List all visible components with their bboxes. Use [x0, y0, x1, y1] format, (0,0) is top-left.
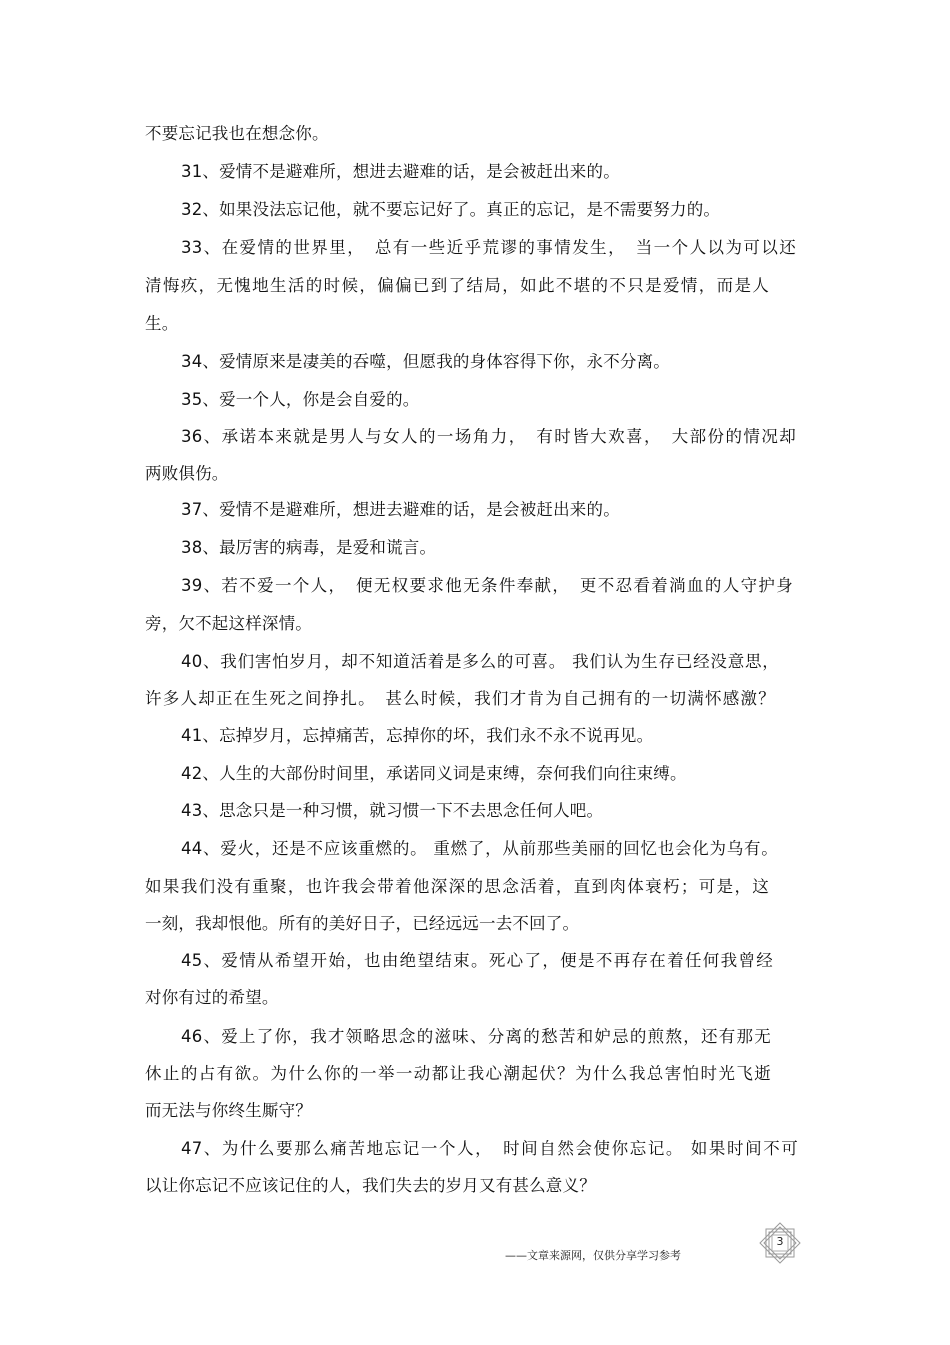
- text-line: 40、我们害怕岁月，却不知道活着是多么的可喜。 我们认为生存已经没意思，: [181, 652, 779, 671]
- footer-source-text: ——文章来源网，仅供分享学习参考: [505, 1249, 681, 1262]
- page-number: 3: [776, 1235, 784, 1248]
- text-line: 36、承诺本来就是男人与女人的一场角力， 有时皆大欢喜， 大部份的情况却: [181, 427, 796, 446]
- text-line: 清悔疚，无愧地生活的时候，偏偏已到了结局，如此不堪的不只是爱情，而是人: [145, 276, 769, 295]
- text-line: 42、人生的大部份时间里，承诺同义词是束缚，奈何我们向往束缚。: [181, 764, 687, 783]
- text-line: 不要忘记我也在想念你。: [145, 124, 329, 143]
- text-line: 31、爱情不是避难所，想进去避难的话，是会被赶出来的。: [181, 162, 620, 181]
- text-line: 对你有过的希望。: [145, 988, 279, 1007]
- text-line: 38、最厉害的病毒，是爱和谎言。: [181, 538, 437, 557]
- text-line: 休止的占有欲。为什么你的一举一动都让我心潮起伏？为什么我总害怕时光飞逝: [145, 1064, 771, 1083]
- text-line: 而无法与你终生厮守？: [145, 1101, 312, 1120]
- text-line: 旁，欠不起这样深情。: [145, 614, 312, 633]
- text-line: 45、爱情从希望开始，也由绝望结束。死心了，便是不再存在着任何我曾经: [181, 951, 773, 970]
- page-number-badge: [757, 1222, 803, 1264]
- text-line: 如果我们没有重聚，也许我会带着他深深的思念活着，直到肉体衰朽；可是，这: [145, 877, 769, 896]
- text-line: 39、若不爱一个人， 便无权要求他无条件奉献， 更不忍看着淌血的人守护身: [181, 576, 793, 595]
- text-line: 33、在爱情的世界里， 总有一些近乎荒谬的事情发生， 当一个人以为可以还: [181, 238, 796, 257]
- text-line: 35、爱一个人，你是会自爱的。: [181, 390, 420, 409]
- text-line: 43、思念只是一种习惯，就习惯一下不去思念任何人吧。: [181, 801, 604, 820]
- text-line: 47、为什么要那么痛苦地忘记一个人， 时间自然会使你忘记。 如果时间不可: [181, 1139, 798, 1158]
- text-line: 34、爱情原来是凄美的吞噬，但愿我的身体容得下你，永不分离。: [181, 352, 670, 371]
- text-line: 46、爱上了你，我才领略思念的滋味、分离的愁苦和妒忌的煎熬，还有那无: [181, 1027, 771, 1046]
- text-line: 一刻，我却恨他。所有的美好日子，已经远远一去不回了。: [145, 914, 580, 933]
- text-line: 生。: [145, 314, 179, 333]
- text-line: 许多人却正在生死之间挣扎。 甚么时候，我们才肯为自己拥有的一切满怀感激？: [145, 689, 775, 708]
- text-line: 44、爱火，还是不应该重燃的。 重燃了，从前那些美丽的回忆也会化为乌有。: [181, 839, 778, 858]
- text-line: 41、忘掉岁月，忘掉痛苦，忘掉你的坏，我们永不永不说再见。: [181, 726, 654, 745]
- text-line: 32、如果没法忘记他，就不要忘记好了。真正的忘记，是不需要努力的。: [181, 200, 721, 219]
- text-line: 两败俱伤。: [145, 464, 229, 483]
- text-line: 37、爱情不是避难所，想进去避难的话，是会被赶出来的。: [181, 500, 620, 519]
- text-line: 以让你忘记不应该记住的人，我们失去的岁月又有甚么意义？: [145, 1176, 596, 1195]
